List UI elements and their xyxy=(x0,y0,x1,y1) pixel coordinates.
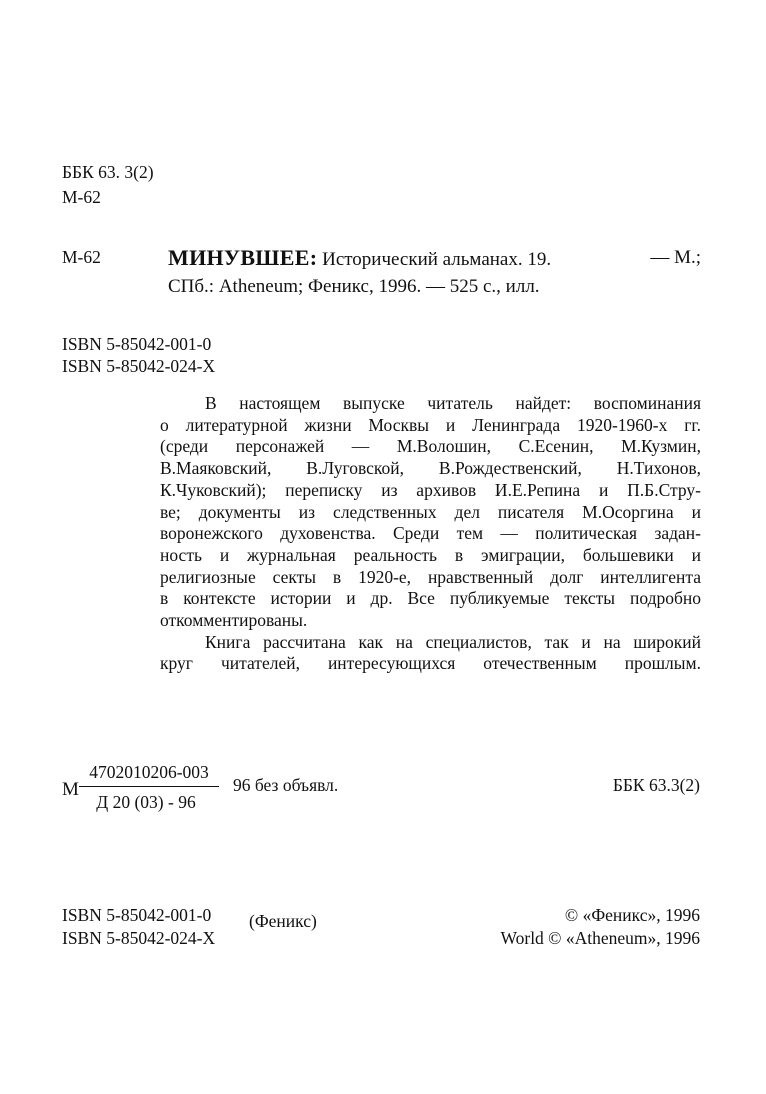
copyright-line: World © «Atheneum», 1996 xyxy=(500,928,700,948)
imprint-denominator: Д 20 (03) - 96 xyxy=(96,792,196,812)
annotation-line: (среди персонажей — М.Волошин, С.Есенин, М.Кузмин, xyxy=(160,436,701,457)
bbk-header xyxy=(62,160,154,210)
annotation-line: Книга рассчитана как на специалистов, так и на широкий xyxy=(205,631,701,652)
annotation-line: ность и журнальная реальность в эмиграции, большевики и xyxy=(160,544,701,565)
author-mark: М-62 xyxy=(62,187,101,207)
annotation-line: В настоящем выпуске читатель найдет: воспоминания xyxy=(205,393,701,413)
isbn-list xyxy=(62,333,215,377)
annotation-line: воронежского духовенства. Среди тем — политическая задан- xyxy=(160,523,701,544)
copyright-line: © «Феникс», 1996 xyxy=(564,905,700,925)
almanac-title: МИНУВШЕЕ: xyxy=(168,245,318,270)
isbn-line: ISBN 5-85042-024-X xyxy=(62,356,216,376)
annotation-line: откомментированы. xyxy=(160,610,308,631)
bbk-code: ББК 63. 3(2) xyxy=(62,162,154,182)
publisher-label: (Феникс) xyxy=(249,911,317,931)
imprint-numerator: 4702010206-003 xyxy=(89,762,209,782)
footer-isbn-list xyxy=(62,904,215,950)
almanac-subtitle: Исторический альманах. 19. xyxy=(322,249,552,270)
isbn-line: ISBN 5-85042-024-X xyxy=(62,928,216,948)
imprint-fraction xyxy=(79,761,219,813)
bbk-bottom: ББК 63.3(2) xyxy=(612,775,700,795)
place-start: — М.; xyxy=(650,247,701,268)
imprint-note: 96 без объявл. xyxy=(233,775,339,795)
annotation xyxy=(160,393,701,675)
isbn-line: ISBN 5-85042-001-0 xyxy=(62,334,212,354)
annotation-line: круг читателей, интересующихся отечественным прошлым. xyxy=(160,653,701,674)
annotation-line: религиозные секты в 1920-е, нравственный долг интеллигента xyxy=(160,566,701,587)
bibliographic-entry xyxy=(168,244,701,300)
publication-details: СПб.: Atheneum; Феникс, 1996. — 525 с., илл. xyxy=(168,276,540,297)
imprint-letter: М xyxy=(62,779,79,800)
fraction-line xyxy=(79,786,219,787)
annotation-line: К.Чуковский); переписку из архивов И.Е.Репина и П.Б.Стру- xyxy=(160,479,701,500)
annotation-line: в контексте истории и др. Все публикуемые тексты подробно xyxy=(160,588,701,609)
annotation-line: о литературной жизни Москвы и Ленинграда 1920-1960-х гг. xyxy=(160,414,701,435)
annotation-line: В.Маяковский, В.Луговской, В.Рождественский, Н.Тихонов, xyxy=(160,458,701,479)
annotation-line: ве; документы из следственных дел писателя М.Осоргина и xyxy=(160,501,701,522)
copyright xyxy=(501,904,701,950)
entry-code: М-62 xyxy=(62,247,101,267)
isbn-line: ISBN 5-85042-001-0 xyxy=(62,905,212,925)
